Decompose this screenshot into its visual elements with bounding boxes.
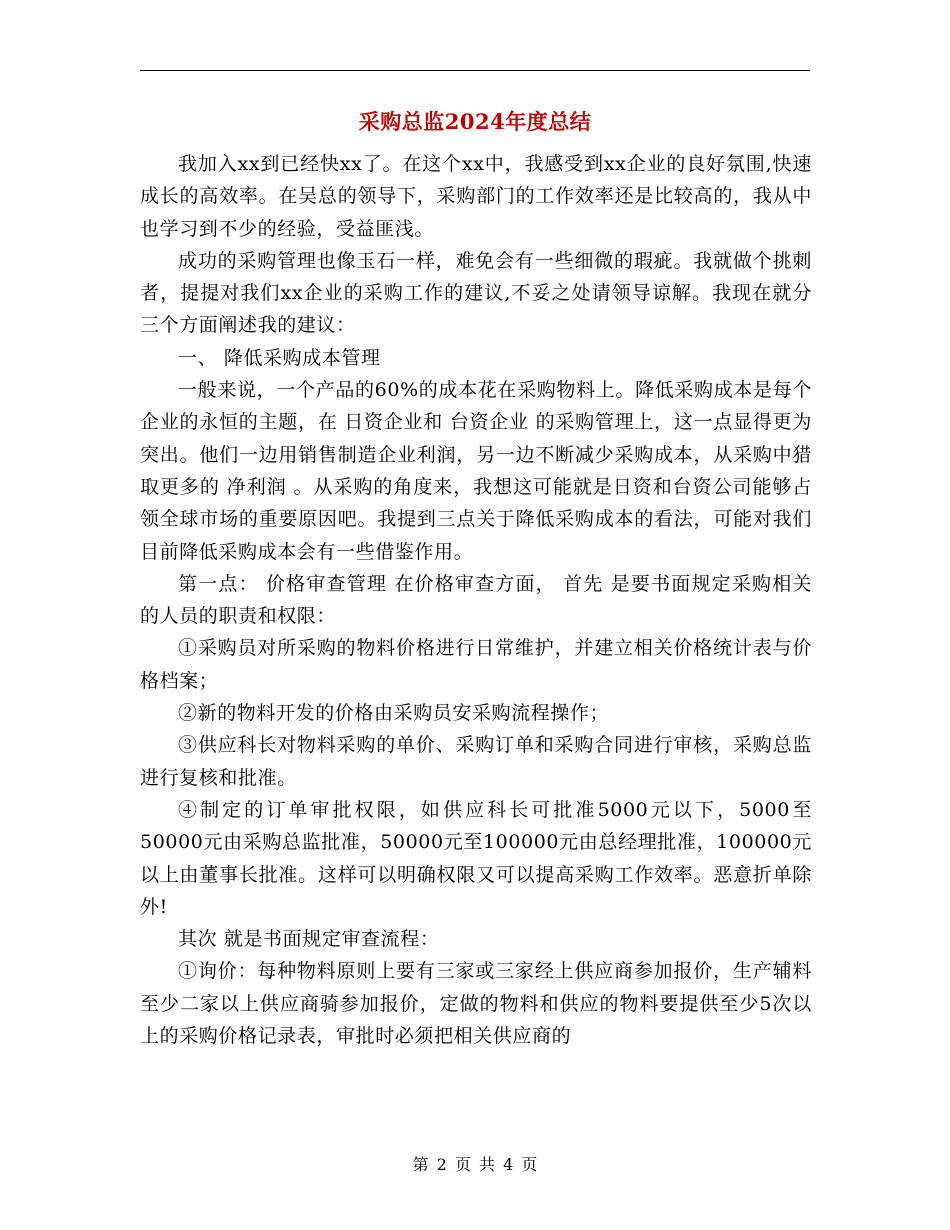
paragraph: 我加入xx到已经快xx了。在这个xx中，我感受到xx企业的良好氛围,快速成长的高效率。在吴总的领导下，采购部门的工作效率还是比较高的，我从中也学习到不少的经验，受益匪浅。 [140, 153, 812, 240]
list-item: ①询价：每种物料原则上要有三家或三家经上供应商参加报价，生产辅料至少二家以上供应商骑参加报价，定做的物料和供应的物料要提供至少5次以上的采购价格记录表，审批时必须把相关供应商的 [140, 960, 812, 1048]
header-rule [140, 70, 810, 71]
paragraph: 一般来说，一个产品的60%的成本花在采购物料上。降低采购成本是每个企业的永恒的主题，在 日资企业和 台资企业 的采购管理上，这一点显得更为突出。他们一边用销售制造企业利润，另一边不断减少采购成本，从采购中猎取更多的 净利润 。从采购的角度来，我想这可能就是日资和台资公司能够占领全球市场的重要原因吧。我提到三点关于降低采购成本的看法，可能对我们目前降低采购成本会有一些借鉴作用。 [140, 379, 812, 563]
list-item: ④制定的订单审批权限，如供应科长可批准5000元以下，5000至50000元由采购总监批准，50000元至100000元由总经理批准，100000元以上由董事长批准。这样可以明确权限又可以提高采购工作效率。恶意折单除外! [140, 798, 812, 918]
paragraph: 成功的采购管理也像玉石一样，难免会有一些细微的瑕疵。我就做个挑刺者，提提对我们xx企业的采购工作的建议,不妥之处请领导谅解。我现在就分三个方面阐述我的建议： [140, 249, 812, 337]
list-item: ③供应科长对物料采购的单价、采购订单和采购合同进行审核，采购总监进行复核和批准。 [140, 734, 812, 789]
section-heading: 一、 降低采购成本管理 [178, 346, 381, 369]
list-item: ②新的物料开发的价格由采购员安采购流程操作； [178, 702, 610, 725]
paragraph: 第一点： 价格审查管理 在价格审查方面， 首先 是要书面规定采购相关的人员的职责和权限： [140, 572, 812, 628]
document-title: 采购总监2024年度总结 [358, 109, 592, 134]
page-number: 第 2 页 共 4 页 [412, 1155, 538, 1174]
document-body [140, 148, 812, 1052]
paragraph: 其次 就是书面规定审查流程： [178, 928, 440, 951]
list-item: ①采购员对所采购的物料价格进行日常维护，并建立相关价格统计表与价格档案； [140, 637, 812, 692]
